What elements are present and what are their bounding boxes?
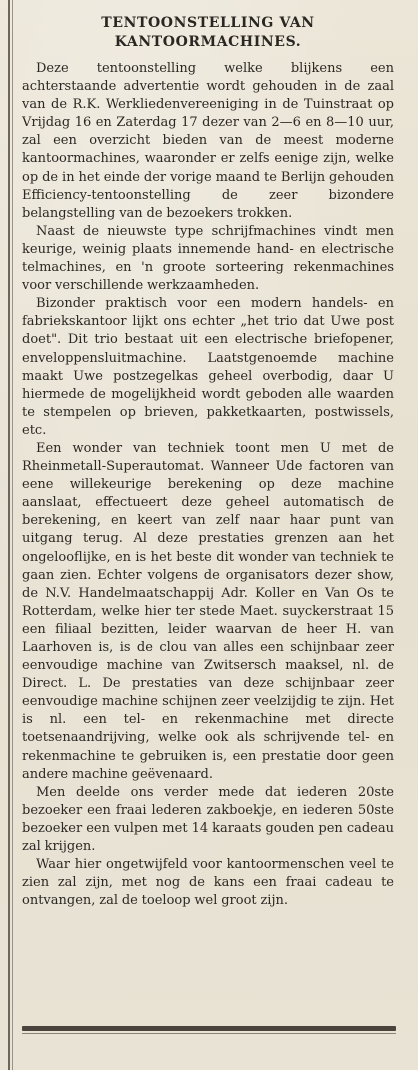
bottom-rule-thin	[22, 1033, 396, 1034]
article	[22, 14, 394, 910]
headline	[22, 14, 394, 52]
paragraph-3: Bizonder praktisch voor een modern handels- en fabriekskantoor lijkt ons echter „het trio dat Uwe post doet". Dit trio bestaat uit een electrische briefopener, enveloppensluitmachine. Laatstgenoemde machine maakt Uwe postzegelkas geheel overbodig, daar U hiermede de mogelijkheid wordt geboden alle waarden te stempelen op brieven, pakketkaarten, postwissels, etc.	[22, 296, 394, 438]
paragraph-6: Waar hier ongetwijfeld voor kantoormenschen veel te zien zal zijn, met nog de kans een fraai cadeau te ontvangen, zal de toeloop wel groot zijn.	[22, 857, 394, 909]
paragraph-4: Een wonder van techniek toont men U met de Rheinmetall-Superautomat. Wanneer Ude factoren van eene willekeurige berekening op deze machine aanslaat, effectueert deze geheel automatisch de berekening, en keert van zelf naar haar punt van uitgang terug. Al deze prestaties grenzen aan het ongelooflijke, en is het beste dit wonder van techniek te gaan zien. Echter volgens de organisators dezer show, de N.V. Handelmaatschappij Adr. Koller en Van Os te Rotterdam, welke hier ter stede Maet. suyckerstraat 15 een filiaal bezitten, leider waarvan de heer H. van Laarhoven is, is de clou van alles een schijnbaar zeer eenvoudige machine van Zwitsersch maaksel, nl. de Direct. L. De prestaties van deze schijnbaar zeer eenvoudige machine schijnen zeer veelzijdig te zijn. Het is nl. een tel- en rekenmachine met directe toetsenaandrijving, welke ook als schrijvende tel- en rekenmachine te gebruiken is, een prestatie door geen andere machine geëvenaard.	[22, 440, 394, 782]
paragraph-2: Naast de nieuwste type schrijfmachines vindt men keurige, weinig plaats innemende hand- en electrische telmachines, en 'n groote sorteering rekenmachines voor verschillende werkzaamheden.	[22, 223, 394, 294]
column-rule-left-thin	[12, 0, 13, 1070]
headline-line-1: TENTOONSTELLING VAN	[101, 15, 315, 31]
paragraph-5: Men deelde ons verder mede dat iederen 20ste bezoeker een fraai lederen zakboekje, en iederen 50ste bezoeker een vulpen met 14 karaats gouden pen cadeau zal krijgen.	[22, 784, 394, 855]
paragraph-1: Deze tentoonstelling welke blijkens een achterstaande advertentie wordt gehouden in de zaal van de R.K. Werkliedenvereeniging in de Tuinstraat op Vrijdag 16 en Zaterdag 17 dezer van 2—6 en 8—10 uur, zal een overzicht bieden van de meest moderne kantoormachines, waaronder er zelfs eenige zijn, welke op de in het einde der vorige maand te Berlijn gehouden Efficiency-tentoonstelling de zeer bizondere belangstelling van de bezoekers trokken.	[22, 61, 394, 221]
bottom-rule	[22, 1026, 396, 1031]
headline-line-2: KANTOORMACHINES.	[114, 34, 302, 50]
column-rule-left	[8, 0, 10, 1070]
